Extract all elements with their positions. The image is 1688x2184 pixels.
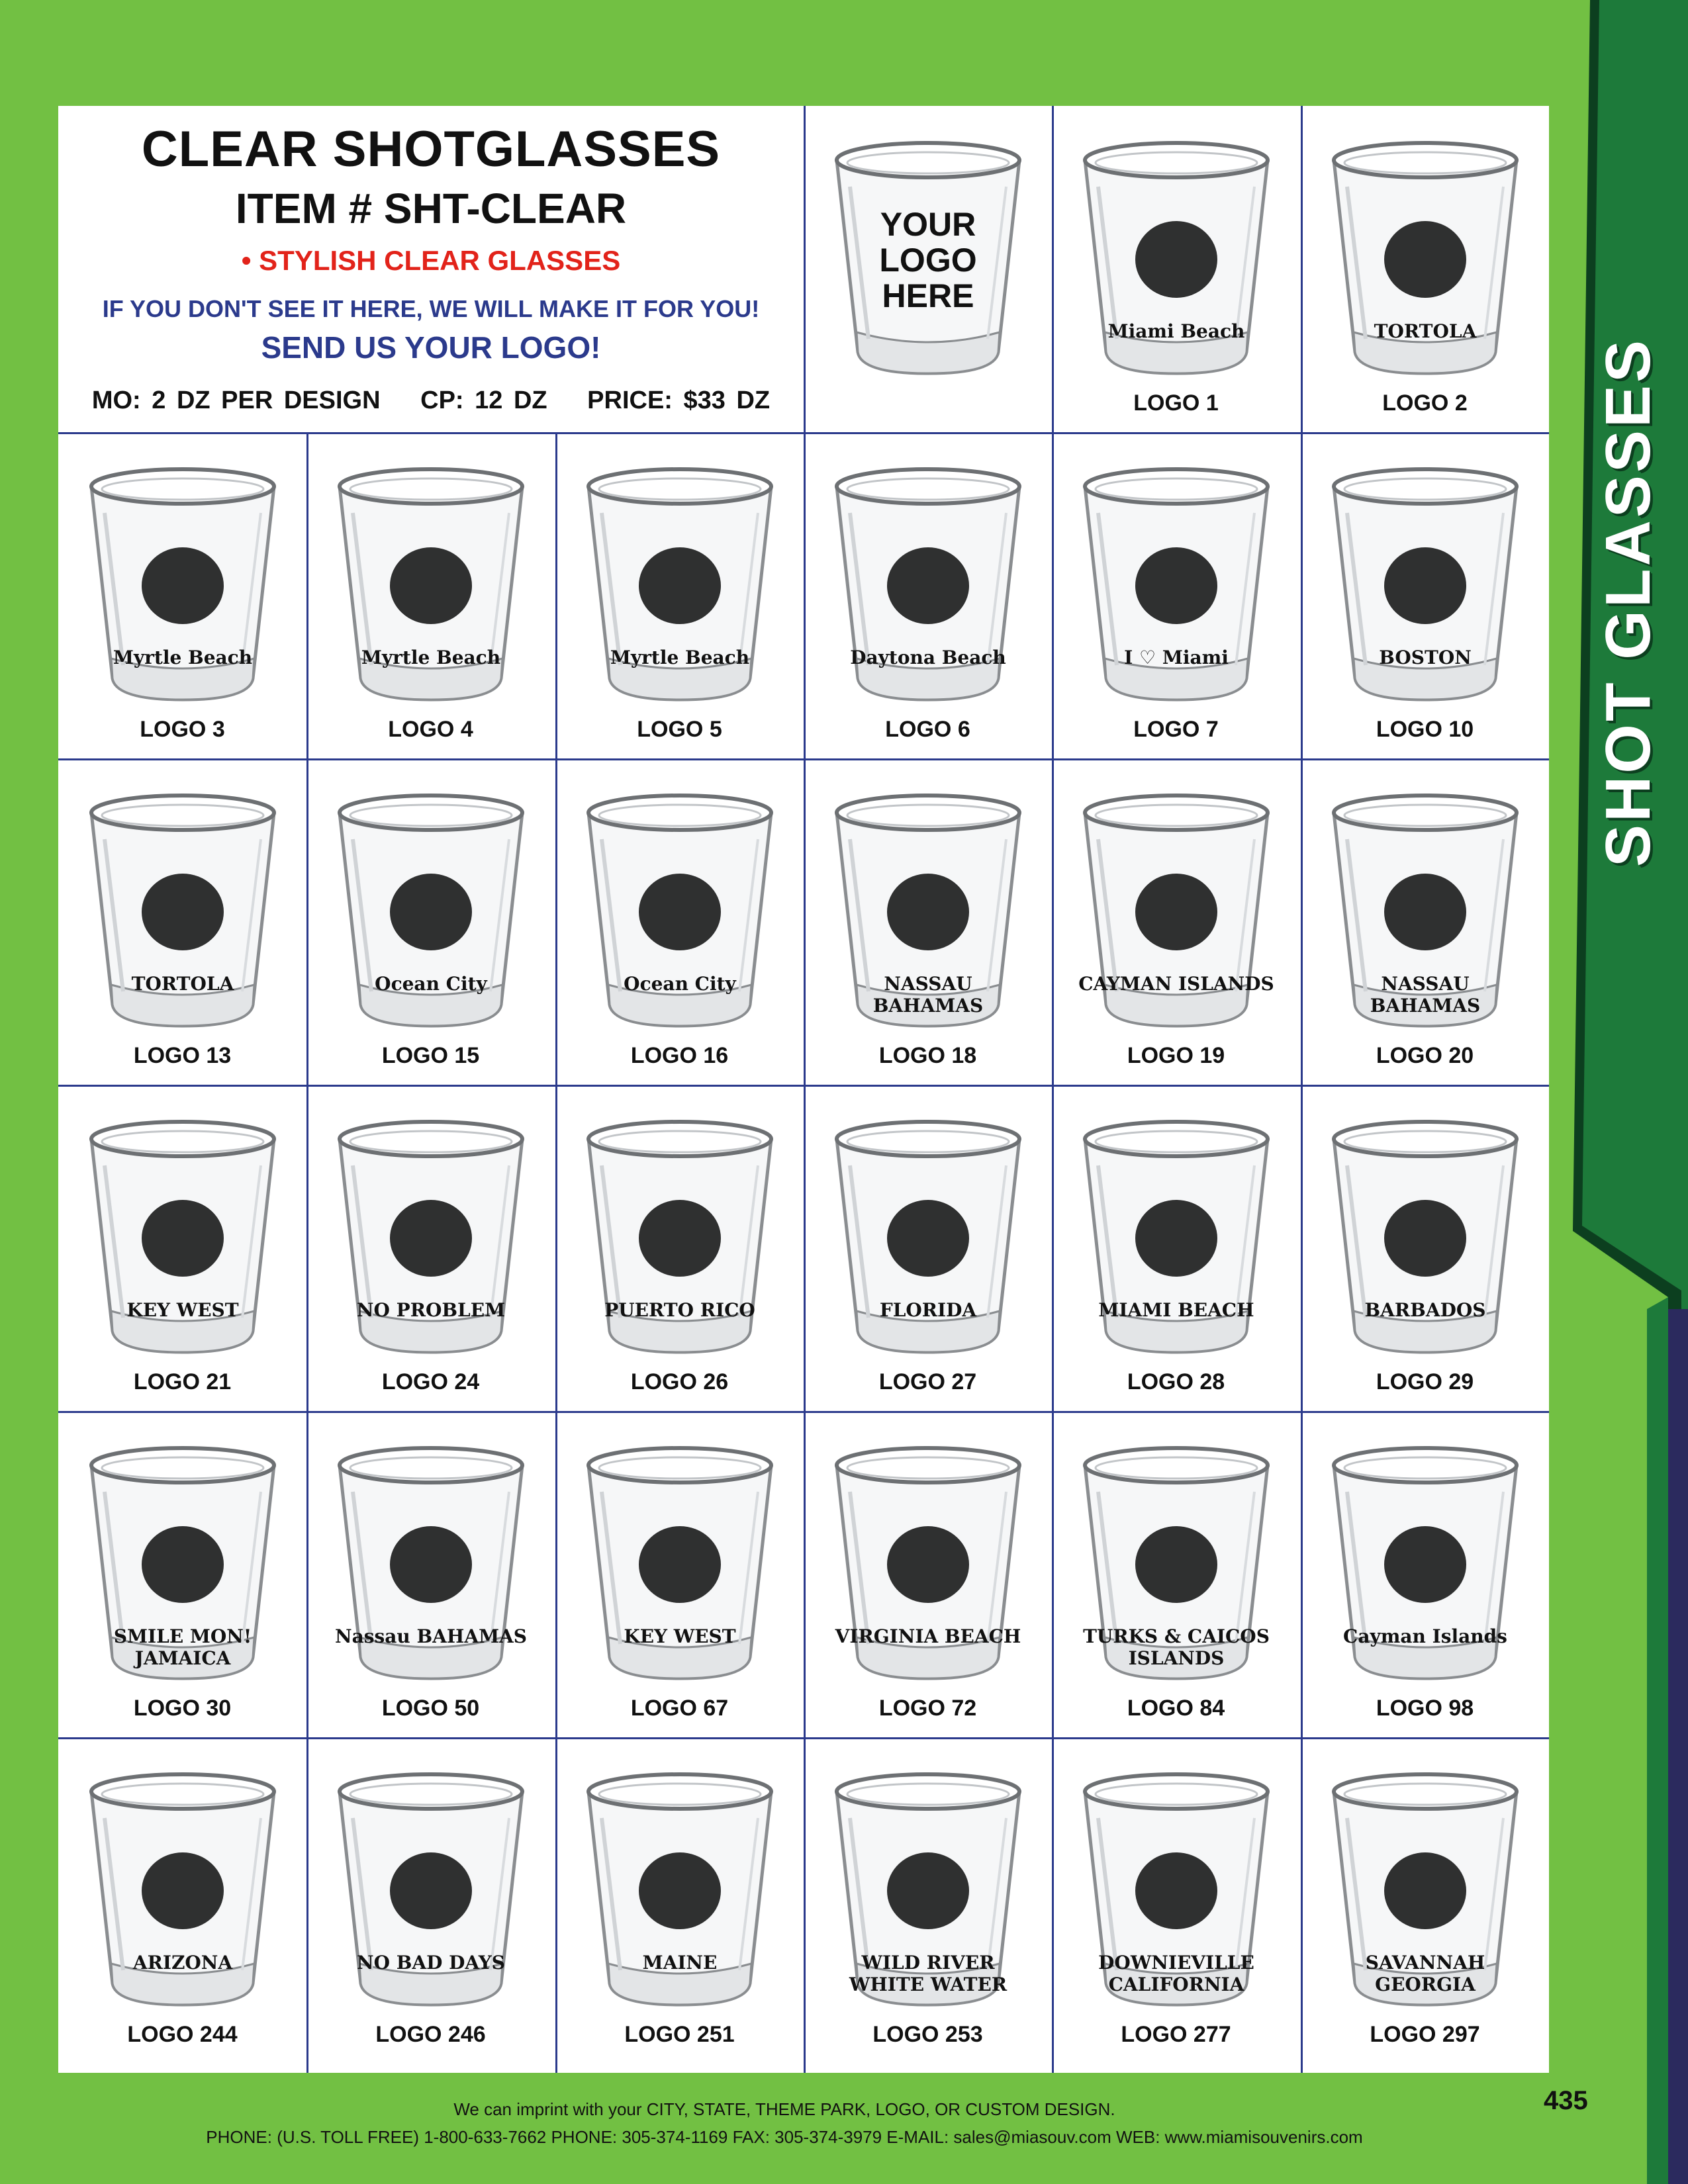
product-cell bbox=[1052, 106, 1300, 432]
shot-glass-image bbox=[333, 1113, 529, 1357]
logo-number-label: LOGO 13 bbox=[133, 1043, 232, 1068]
logo-number-label: LOGO 4 bbox=[388, 717, 473, 742]
shot-glass-image bbox=[85, 460, 281, 705]
logo-number-label: LOGO 19 bbox=[1127, 1043, 1225, 1068]
product-cell bbox=[1052, 432, 1300, 758]
shot-glass-image bbox=[582, 1765, 778, 2010]
catalog-panel bbox=[58, 106, 1549, 2073]
send-logo-text: SEND US YOUR LOGO! bbox=[261, 330, 601, 365]
product-cell bbox=[1301, 106, 1549, 432]
glass-imprint-text: NO BAD DAYS bbox=[357, 1952, 505, 1974]
product-cell bbox=[306, 432, 555, 758]
case-pack: CP: 12 DZ bbox=[420, 387, 547, 414]
glass-imprint-text: NO PROBLEM bbox=[356, 1299, 506, 1321]
product-cell bbox=[804, 1085, 1052, 1410]
shot-glass-image bbox=[85, 1439, 281, 1684]
side-tab-shape bbox=[1569, 0, 1688, 2184]
glass-imprint-text: WILD RIVER WHITE WATER bbox=[849, 1952, 1008, 1995]
logo-number-label: LOGO 28 bbox=[1127, 1369, 1225, 1394]
product-header bbox=[58, 106, 804, 434]
product-cell bbox=[58, 1411, 306, 1737]
shot-glass-image bbox=[1078, 460, 1274, 705]
side-tab bbox=[1569, 0, 1688, 2184]
logo-number-label: LOGO 84 bbox=[1127, 1696, 1225, 1721]
glass-imprint-text: Myrtle Beach bbox=[113, 647, 253, 668]
glass-imprint-text: Myrtle Beach bbox=[361, 647, 501, 668]
logo-number-label: LOGO 277 bbox=[1121, 2022, 1231, 2047]
shot-glass-image bbox=[1078, 134, 1274, 379]
glass-imprint-text: I ♡ Miami bbox=[1124, 647, 1229, 668]
logo-number-label: LOGO 24 bbox=[381, 1369, 480, 1394]
glass-imprint-text: CAYMAN ISLANDS bbox=[1078, 973, 1274, 995]
logo-number-label: LOGO 246 bbox=[375, 2022, 486, 2047]
shot-glass-image bbox=[333, 786, 529, 1031]
logo-number-label: LOGO 297 bbox=[1370, 2022, 1480, 2047]
product-cell bbox=[1052, 1737, 1300, 2063]
logo-number-label: LOGO 98 bbox=[1376, 1696, 1474, 1721]
shot-glass-image bbox=[830, 1439, 1026, 1684]
product-cell bbox=[1052, 758, 1300, 1084]
footer-contact: PHONE: (U.S. TOLL FREE) 1-800-633-7662 PHONE: 305-374-1169 FAX: 305-374-3979 E-MAIL: sales@miasouv.com WEB: www.miamisouvenirs.com bbox=[206, 2127, 1363, 2147]
product-cell bbox=[804, 758, 1052, 1084]
footer-imprint-note: We can imprint with your CITY, STATE, THEME PARK, LOGO, OR CUSTOM DESIGN. bbox=[453, 2099, 1115, 2119]
shot-glass-image bbox=[830, 1113, 1026, 1357]
glass-imprint-text: Ocean City bbox=[375, 973, 487, 995]
product-cell bbox=[306, 1737, 555, 2063]
logo-number-label: LOGO 29 bbox=[1376, 1369, 1474, 1394]
glass-imprint-text: TORTOLA bbox=[1374, 320, 1477, 342]
glass-imprint-text: NASSAU BAHAMAS bbox=[1370, 973, 1481, 1017]
custom-offer-text: IF YOU DON'T SEE IT HERE, WE WILL MAKE IT FOR YOU! bbox=[102, 295, 760, 322]
product-cell bbox=[555, 758, 804, 1084]
shot-glass-image bbox=[1078, 1765, 1274, 2010]
product-cell bbox=[555, 1085, 804, 1410]
product-cell bbox=[1301, 758, 1549, 1084]
glass-imprint-text: Cayman Islands bbox=[1343, 1625, 1507, 1647]
logo-number-label: LOGO 10 bbox=[1376, 717, 1474, 742]
glass-imprint-text: PUERTO RICO bbox=[604, 1299, 755, 1321]
shot-glass-image bbox=[1327, 1765, 1523, 2010]
logo-number-label: LOGO 7 bbox=[1133, 717, 1219, 742]
product-cell bbox=[804, 432, 1052, 758]
logo-number-label: LOGO 67 bbox=[630, 1696, 729, 1721]
product-cell bbox=[1301, 1085, 1549, 1410]
logo-number-label: LOGO 3 bbox=[140, 717, 225, 742]
glass-imprint-text: KEY WEST bbox=[624, 1625, 736, 1647]
logo-number-label: LOGO 2 bbox=[1382, 390, 1468, 416]
shot-glass-image bbox=[582, 786, 778, 1031]
shot-glass-image bbox=[582, 460, 778, 705]
product-cell bbox=[1052, 1085, 1300, 1410]
glass-imprint-text: TORTOLA bbox=[131, 973, 234, 995]
glass-imprint-text: Miami Beach bbox=[1107, 320, 1245, 342]
product-cell bbox=[1301, 1737, 1549, 2063]
logo-number-label: LOGO 253 bbox=[872, 2022, 983, 2047]
glass-imprint-text: Nassau BAHAMAS bbox=[334, 1625, 528, 1647]
glass-imprint-text: VIRGINIA BEACH bbox=[835, 1625, 1021, 1647]
logo-number-label: LOGO 6 bbox=[885, 717, 970, 742]
shot-glass-image bbox=[333, 460, 529, 705]
logo-number-label: LOGO 26 bbox=[630, 1369, 729, 1394]
glass-imprint-text: Ocean City bbox=[624, 973, 736, 995]
logo-number-label: LOGO 5 bbox=[637, 717, 722, 742]
glass-imprint-text: Daytona Beach bbox=[850, 647, 1006, 668]
shot-glass-image bbox=[85, 1765, 281, 2010]
glass-imprint-text: NASSAU BAHAMAS bbox=[872, 973, 984, 1017]
glass-imprint-text: Myrtle Beach bbox=[610, 647, 750, 668]
glass-imprint-text: MAINE bbox=[642, 1952, 718, 1974]
feature-bullet: • STYLISH CLEAR GLASSES bbox=[241, 245, 621, 276]
logo-number-label: LOGO 18 bbox=[878, 1043, 977, 1068]
shot-glass-image bbox=[582, 1113, 778, 1357]
product-cell bbox=[58, 758, 306, 1084]
shot-glass-image bbox=[1078, 1113, 1274, 1357]
price: PRICE: $33 DZ bbox=[587, 387, 771, 414]
glass-imprint-text: KEY WEST bbox=[126, 1299, 239, 1321]
shot-glass-image bbox=[830, 460, 1026, 705]
product-cell bbox=[1301, 432, 1549, 758]
shot-glass-image bbox=[1327, 1439, 1523, 1684]
product-cell bbox=[306, 758, 555, 1084]
side-tab-label: SHOT GLASSES bbox=[1593, 337, 1664, 868]
product-cell bbox=[555, 432, 804, 758]
glass-imprint-text: ARIZONA bbox=[132, 1952, 233, 1974]
minimum-order: MO: 2 DZ PER DESIGN bbox=[91, 387, 381, 414]
shot-glass-image bbox=[830, 134, 1026, 379]
page-title: CLEAR SHOTGLASSES bbox=[141, 121, 721, 177]
shot-glass-image bbox=[85, 786, 281, 1031]
glass-imprint-text: SMILE MON! JAMAICA bbox=[113, 1625, 252, 1669]
product-cell bbox=[804, 1737, 1052, 2063]
product-cell bbox=[555, 1737, 804, 2063]
shot-glass-image bbox=[830, 786, 1026, 1031]
shot-glass-image bbox=[582, 1439, 778, 1684]
product-cell bbox=[58, 432, 306, 758]
product-cell bbox=[804, 1411, 1052, 1737]
glass-imprint-text: MIAMI BEACH bbox=[1098, 1299, 1254, 1321]
glass-imprint-text: BOSTON bbox=[1379, 647, 1472, 668]
product-cell bbox=[1052, 1411, 1300, 1737]
glass-imprint-text: FLORIDA bbox=[879, 1299, 977, 1321]
product-cell bbox=[804, 106, 1052, 432]
logo-number-label: LOGO 27 bbox=[878, 1369, 977, 1394]
logo-number-label: LOGO 16 bbox=[630, 1043, 729, 1068]
product-cell bbox=[306, 1085, 555, 1410]
product-cell bbox=[306, 1411, 555, 1737]
glass-imprint-text: DOWNIEVILLE CALIFORNIA bbox=[1098, 1952, 1254, 1995]
product-cell bbox=[58, 1085, 306, 1410]
product-cell bbox=[1301, 1411, 1549, 1737]
order-terms bbox=[58, 387, 804, 415]
logo-number-label: LOGO 244 bbox=[127, 2022, 238, 2047]
glass-imprint-text: BARBADOS bbox=[1364, 1299, 1486, 1321]
shot-glass-image bbox=[85, 1113, 281, 1357]
shot-glass-image bbox=[1078, 1439, 1274, 1684]
shot-glass-image bbox=[830, 1765, 1026, 2010]
logo-number-label: LOGO 72 bbox=[878, 1696, 977, 1721]
glass-imprint-text: YOUR LOGO HERE bbox=[879, 206, 977, 314]
shot-glass-image bbox=[1327, 134, 1523, 379]
glass-imprint-text: TURKS & CAICOS ISLANDS bbox=[1083, 1625, 1270, 1669]
shot-glass-image bbox=[1327, 786, 1523, 1031]
glass-imprint-text: SAVANNAH GEORGIA bbox=[1365, 1952, 1485, 1995]
logo-number-label: LOGO 251 bbox=[624, 2022, 735, 2047]
item-number: ITEM # SHT-CLEAR bbox=[235, 185, 627, 232]
shot-glass-image bbox=[1078, 786, 1274, 1031]
logo-number-label: LOGO 21 bbox=[133, 1369, 232, 1394]
product-cell bbox=[58, 1737, 306, 2063]
logo-number-label: LOGO 30 bbox=[133, 1696, 232, 1721]
logo-number-label: LOGO 20 bbox=[1376, 1043, 1474, 1068]
product-cell bbox=[555, 1411, 804, 1737]
logo-number-label: LOGO 1 bbox=[1133, 390, 1219, 416]
logo-number-label: LOGO 15 bbox=[381, 1043, 480, 1068]
shot-glass-image bbox=[333, 1765, 529, 2010]
shot-glass-image bbox=[1327, 1113, 1523, 1357]
shot-glass-image bbox=[1327, 460, 1523, 705]
logo-number-label: LOGO 50 bbox=[381, 1696, 480, 1721]
page-number: 435 bbox=[1544, 2086, 1588, 2115]
shot-glass-image bbox=[333, 1439, 529, 1684]
